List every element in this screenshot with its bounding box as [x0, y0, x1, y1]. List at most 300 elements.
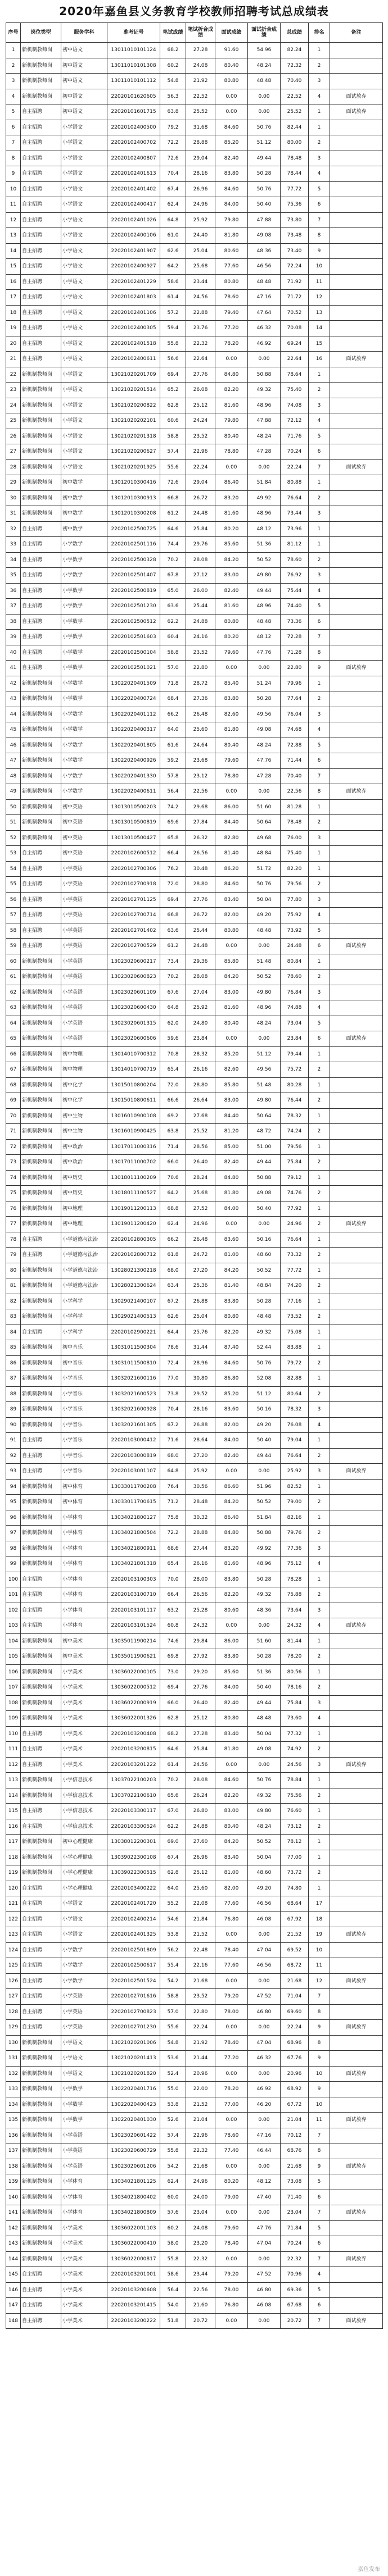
cell-remark — [330, 1788, 383, 1804]
cell-subject: 小学美术 — [61, 2236, 107, 2252]
cell-written-weighted: 26.08 — [186, 383, 215, 398]
cell-written-score: 73.4 — [160, 954, 186, 970]
table-row — [6, 104, 383, 120]
cell-interview-weighted: 50.04 — [248, 1726, 281, 1742]
cell-exam-id: 22020102700529 — [107, 939, 160, 954]
cell-written-score: 53.8 — [160, 2097, 186, 2113]
cell-interview-weighted: 51.60 — [248, 1633, 281, 1649]
cell-index: 113 — [6, 1773, 21, 1788]
table-row — [6, 1031, 383, 1047]
cell-rank: 6 — [309, 2236, 330, 2252]
cell-total-score: 24.56 — [281, 1757, 309, 1773]
cell-written-score: 58.6 — [160, 2267, 186, 2283]
cell-post-type: 自主招聘 — [21, 197, 61, 213]
cell-interview-weighted: 51.48 — [248, 954, 281, 970]
cell-remark — [330, 1417, 383, 1433]
cell-interview-score: 83.00 — [215, 1093, 248, 1109]
cell-written-weighted: 21.04 — [186, 2113, 215, 2128]
cell-exam-id: 13014010700719 — [107, 1062, 160, 1078]
cell-exam-id: 22020102401720 — [107, 1896, 160, 1912]
cell-interview-weighted: 50.64 — [248, 1108, 281, 1124]
cell-post-type: 自主招聘 — [21, 2004, 61, 2020]
cell-index: 82 — [6, 1294, 21, 1309]
cell-written-weighted: 30.48 — [186, 861, 215, 877]
cell-written-score: 67.2 — [160, 1417, 186, 1433]
cell-written-weighted: 24.16 — [186, 630, 215, 645]
cell-exam-id: 22020102401907 — [107, 243, 160, 259]
cell-post-type: 新机制教师岗 — [21, 413, 61, 429]
cell-rank: 3 — [309, 707, 330, 722]
cell-rank: 1 — [309, 1263, 330, 1278]
cell-exam-id: 22020102401402 — [107, 181, 160, 197]
cell-exam-id: 22020102400214 — [107, 1911, 160, 1927]
cell-rank: 3 — [309, 1402, 330, 1418]
cell-written-weighted: 25.44 — [186, 599, 215, 615]
cell-post-type: 自主招聘 — [21, 1618, 61, 1634]
cell-exam-id: 13018011100209 — [107, 1170, 160, 1186]
cell-post-type: 自主招聘 — [21, 104, 61, 120]
cell-interview-weighted: 49.20 — [248, 908, 281, 923]
cell-interview-weighted: 0.00 — [248, 1973, 281, 1989]
cell-subject: 小学语文 — [61, 305, 107, 321]
cell-exam-id: 13023020601206 — [107, 2159, 160, 2174]
cell-subject: 小学语文 — [61, 243, 107, 259]
cell-total-score: 71.76 — [281, 429, 309, 444]
cell-interview-score: 81.80 — [215, 1742, 248, 1758]
cell-interview-score: 86.40 — [215, 475, 248, 491]
cell-post-type: 自主招聘 — [21, 877, 61, 893]
cell-post-type: 自主招聘 — [21, 181, 61, 197]
table-row — [6, 1881, 383, 1896]
cell-index: 59 — [6, 939, 21, 954]
cell-post-type: 新机制教师岗 — [21, 1664, 61, 1680]
table-row — [6, 305, 383, 321]
cell-exam-id: 13029021400513 — [107, 1309, 160, 1325]
cell-interview-weighted: 48.24 — [248, 429, 281, 444]
cell-index: 68 — [6, 1077, 21, 1093]
cell-exam-id: 22020102400807 — [107, 151, 160, 166]
cell-written-score: 69.4 — [160, 367, 186, 383]
cell-subject: 小学科学 — [61, 1309, 107, 1325]
cell-written-score: 69.2 — [160, 1108, 186, 1124]
table-row — [6, 274, 383, 290]
cell-exam-id: 13021020201514 — [107, 383, 160, 398]
cell-post-type: 新机制教师岗 — [21, 738, 61, 753]
cell-written-score: 54.6 — [160, 1911, 186, 1927]
cell-exam-id: 13036022000410 — [107, 2236, 160, 2252]
cell-exam-id: 22020102701616 — [107, 1989, 160, 2005]
cell-index: 7 — [6, 135, 21, 151]
cell-exam-id: 13023020600729 — [107, 2143, 160, 2159]
cell-remark: 面试放弃 — [330, 2113, 383, 2128]
cell-total-score: 78.16 — [281, 1680, 309, 1696]
cell-post-type: 自主招聘 — [21, 243, 61, 259]
cell-exam-id: 13022020401030 — [107, 2113, 160, 2128]
table-row — [6, 120, 383, 135]
cell-interview-score: 79.00 — [215, 2190, 248, 2205]
cell-interview-score: 80.20 — [215, 630, 248, 645]
cell-rank: 2 — [309, 552, 330, 568]
cell-post-type: 新机制教师岗 — [21, 2113, 61, 2128]
cell-index: 17 — [6, 290, 21, 306]
cell-interview-weighted: 50.28 — [248, 166, 281, 182]
cell-interview-weighted: 48.12 — [248, 521, 281, 537]
cell-written-score: 60.2 — [160, 2220, 186, 2236]
cell-written-weighted: 24.56 — [186, 290, 215, 306]
cell-rank: 7 — [309, 459, 330, 475]
cell-post-type: 新机制教师岗 — [21, 1139, 61, 1155]
cell-total-score: 22.24 — [281, 2020, 309, 2036]
cell-rank: 4 — [309, 908, 330, 923]
table-row — [6, 1989, 383, 2005]
table-row — [6, 1556, 383, 1572]
cell-exam-id: 13022020400317 — [107, 722, 160, 738]
cell-subject: 小学体育 — [61, 1541, 107, 1556]
cell-exam-id: 22020102500512 — [107, 614, 160, 630]
cell-written-score: 54.8 — [160, 2035, 186, 2051]
cell-interview-score: 80.40 — [215, 429, 248, 444]
cell-post-type: 新机制教师岗 — [21, 799, 61, 815]
cell-interview-score: 83.60 — [215, 1402, 248, 1418]
table-row — [6, 228, 383, 244]
cell-exam-id: 22020102500617 — [107, 1958, 160, 1974]
cell-written-weighted: 25.04 — [186, 243, 215, 259]
cell-total-score: 73.96 — [281, 521, 309, 537]
cell-post-type: 新机制教师岗 — [21, 1294, 61, 1309]
cell-subject: 小学心理健康 — [61, 1865, 107, 1881]
column-header: 备注 — [330, 23, 383, 43]
cell-total-score: 74.68 — [281, 722, 309, 738]
cell-interview-score: 82.40 — [215, 583, 248, 599]
table-row — [6, 490, 383, 506]
cell-written-weighted: 24.48 — [186, 506, 215, 522]
cell-subject: 小学信息技术 — [61, 1819, 107, 1835]
cell-exam-id: 22020102500725 — [107, 521, 160, 537]
cell-exam-id: 13035011900214 — [107, 1633, 160, 1649]
cell-interview-score: 81.40 — [215, 1278, 248, 1294]
cell-written-weighted: 21.68 — [186, 2159, 215, 2174]
cell-total-score: 69.36 — [281, 2282, 309, 2298]
cell-exam-id: 13019011200113 — [107, 1201, 160, 1217]
cell-index: 75 — [6, 1186, 21, 1201]
cell-remark: 面试放弃 — [330, 1757, 383, 1773]
cell-written-score: 72.6 — [160, 151, 186, 166]
cell-index: 123 — [6, 1927, 21, 1943]
cell-written-weighted: 22.56 — [186, 784, 215, 800]
cell-subject: 小学语文 — [61, 228, 107, 244]
cell-exam-id: 13033011700615 — [107, 1495, 160, 1510]
cell-post-type: 自主招聘 — [21, 614, 61, 630]
cell-remark: 面试放弃 — [330, 939, 383, 954]
cell-written-weighted: 25.76 — [186, 1325, 215, 1340]
cell-subject: 小学数学 — [61, 537, 107, 553]
cell-exam-id: 22020102800305 — [107, 1232, 160, 1248]
table-row — [6, 2143, 383, 2159]
cell-interview-score: 84.00 — [215, 197, 248, 213]
cell-post-type: 新机制教师岗 — [21, 1526, 61, 1541]
cell-written-score: 77.0 — [160, 1371, 186, 1387]
cell-exam-id: 22020102701230 — [107, 2020, 160, 2036]
cell-written-weighted: 26.72 — [186, 908, 215, 923]
cell-interview-weighted: 50.52 — [248, 1495, 281, 1510]
table-row — [6, 475, 383, 491]
cell-index: 66 — [6, 1046, 21, 1062]
cell-remark — [330, 1572, 383, 1587]
cell-total-score: 82.16 — [281, 1510, 309, 1526]
cell-index: 103 — [6, 1618, 21, 1634]
cell-rank: 3 — [309, 1757, 330, 1773]
table-row — [6, 1942, 383, 1958]
cell-index: 16 — [6, 274, 21, 290]
cell-written-weighted: 28.64 — [186, 1433, 215, 1449]
cell-total-score: 73.04 — [281, 1016, 309, 1031]
cell-written-weighted: 26.32 — [186, 830, 215, 846]
cell-written-score: 67.8 — [160, 568, 186, 584]
cell-interview-score: 78.60 — [215, 2128, 248, 2143]
cell-total-score: 70.96 — [281, 2267, 309, 2283]
cell-total-score: 80.64 — [281, 1386, 309, 1402]
table-row — [6, 2251, 383, 2267]
table-row — [6, 753, 383, 769]
table-row — [6, 2236, 383, 2252]
cell-interview-weighted: 50.52 — [248, 552, 281, 568]
cell-written-weighted: 29.36 — [186, 954, 215, 970]
cell-remark — [330, 1850, 383, 1865]
cell-interview-weighted: 48.36 — [248, 1603, 281, 1618]
cell-index: 9 — [6, 166, 21, 182]
cell-written-weighted: 23.44 — [186, 2267, 215, 2283]
cell-remark — [330, 1649, 383, 1665]
cell-remark — [330, 1170, 383, 1186]
cell-interview-weighted: 50.88 — [248, 1170, 281, 1186]
cell-subject: 小学音乐 — [61, 1448, 107, 1464]
cell-subject: 初中体育 — [61, 1495, 107, 1510]
cell-interview-weighted: 49.44 — [248, 1448, 281, 1464]
cell-interview-score: 84.20 — [215, 1835, 248, 1850]
cell-post-type: 新机制教师岗 — [21, 2082, 61, 2097]
cell-total-score: 70.12 — [281, 2128, 309, 2143]
cell-written-weighted: 21.52 — [186, 2097, 215, 2113]
cell-subject: 小学美术 — [61, 1680, 107, 1696]
table-row — [6, 2190, 383, 2205]
cell-remark: 面试放弃 — [330, 1618, 383, 1634]
cell-written-weighted: 24.48 — [186, 939, 215, 954]
cell-interview-score: 82.60 — [215, 707, 248, 722]
cell-index: 36 — [6, 583, 21, 599]
cell-written-score: 55.6 — [160, 2020, 186, 2036]
cell-post-type: 新机制教师岗 — [21, 1309, 61, 1325]
cell-interview-score: 84.00 — [215, 1201, 248, 1217]
table-row — [6, 1386, 383, 1402]
cell-rank: 3 — [309, 830, 330, 846]
cell-written-score: 71.8 — [160, 676, 186, 691]
table-row — [6, 892, 383, 908]
cell-subject: 小学数学 — [61, 691, 107, 707]
cell-total-score: 74.20 — [281, 1278, 309, 1294]
cell-interview-weighted: 0.00 — [248, 2066, 281, 2082]
cell-interview-score: 0.00 — [215, 1757, 248, 1773]
cell-index: 147 — [6, 2298, 21, 2314]
cell-rank: 5 — [309, 429, 330, 444]
cell-rank: 3 — [309, 1603, 330, 1618]
cell-exam-id: 22020102401325 — [107, 1927, 160, 1943]
cell-index: 146 — [6, 2282, 21, 2298]
cell-remark — [330, 1201, 383, 1217]
cell-interview-score: 85.20 — [215, 1386, 248, 1402]
cell-total-score: 71.92 — [281, 274, 309, 290]
cell-post-type: 新机制教师岗 — [21, 970, 61, 985]
cell-total-score: 71.44 — [281, 753, 309, 769]
cell-written-weighted: 27.76 — [186, 367, 215, 383]
table-row — [6, 583, 383, 599]
cell-subject: 小学数学 — [61, 707, 107, 722]
cell-subject: 初中化学 — [61, 1093, 107, 1109]
cell-post-type: 新机制教师岗 — [21, 753, 61, 769]
table-row — [6, 1742, 383, 1758]
cell-interview-weighted: 50.52 — [248, 970, 281, 985]
cell-post-type: 新机制教师岗 — [21, 398, 61, 413]
cell-index: 56 — [6, 892, 21, 908]
cell-interview-weighted: 51.36 — [248, 1664, 281, 1680]
cell-rank: 2 — [309, 1495, 330, 1510]
cell-remark — [330, 815, 383, 831]
cell-post-type: 新机制教师岗 — [21, 475, 61, 491]
cell-rank: 7 — [309, 2313, 330, 2329]
cell-written-score: 57.2 — [160, 305, 186, 321]
cell-written-score: 64.2 — [160, 1186, 186, 1201]
cell-written-weighted: 22.32 — [186, 2251, 215, 2267]
cell-post-type: 新机制教师岗 — [21, 2205, 61, 2221]
cell-total-score: 77.92 — [281, 1201, 309, 1217]
cell-index: 52 — [6, 830, 21, 846]
cell-index: 15 — [6, 259, 21, 275]
cell-subject: 小学语文 — [61, 398, 107, 413]
cell-rank: 2 — [309, 1248, 330, 1263]
table-row — [6, 2282, 383, 2298]
cell-index: 63 — [6, 1000, 21, 1016]
cell-subject: 小学语文 — [61, 1911, 107, 1927]
cell-written-score: 57.0 — [160, 2004, 186, 2020]
cell-index: 106 — [6, 1664, 21, 1680]
cell-total-score: 82.24 — [281, 43, 309, 58]
table-row — [6, 383, 383, 398]
cell-remark — [330, 2128, 383, 2143]
cell-exam-id: 22020102400106 — [107, 228, 160, 244]
cell-post-type: 新机制教师岗 — [21, 1649, 61, 1665]
cell-post-type: 新机制教师岗 — [21, 1541, 61, 1556]
cell-total-score: 72.32 — [281, 58, 309, 74]
cell-post-type: 新机制教师岗 — [21, 1402, 61, 1418]
cell-index: 18 — [6, 305, 21, 321]
table-row — [6, 1695, 383, 1711]
cell-interview-weighted: 54.96 — [248, 43, 281, 58]
cell-interview-weighted: 0.00 — [248, 1757, 281, 1773]
cell-subject: 小学英语 — [61, 954, 107, 970]
table-row — [6, 1757, 383, 1773]
cell-written-score: 67.6 — [160, 985, 186, 1000]
table-row — [6, 2020, 383, 2036]
cell-exam-id: 13034021800402 — [107, 2190, 160, 2205]
cell-total-score: 76.04 — [281, 707, 309, 722]
cell-index: 14 — [6, 243, 21, 259]
cell-interview-score: 80.40 — [215, 58, 248, 74]
table-row — [6, 1680, 383, 1696]
cell-index: 128 — [6, 2004, 21, 2020]
cell-post-type: 自主招聘 — [21, 1958, 61, 1974]
cell-exam-id: 22020102401229 — [107, 274, 160, 290]
cell-written-score: 66.0 — [160, 1155, 186, 1171]
cell-interview-score: 84.20 — [215, 1263, 248, 1278]
cell-rank: 1 — [309, 861, 330, 877]
cell-exam-id: 22020102700714 — [107, 908, 160, 923]
cell-interview-score: 0.00 — [215, 784, 248, 800]
cell-index: 87 — [6, 1371, 21, 1387]
cell-rank: 1 — [309, 1433, 330, 1449]
cell-subject: 初中化学 — [61, 1077, 107, 1093]
cell-index: 61 — [6, 970, 21, 985]
cell-exam-id: 22020102400927 — [107, 259, 160, 275]
cell-index: 26 — [6, 429, 21, 444]
cell-written-weighted: 28.88 — [186, 135, 215, 151]
cell-remark — [330, 861, 383, 877]
cell-subject: 小学美术 — [61, 1711, 107, 1727]
cell-written-score: 74.4 — [160, 537, 186, 553]
cell-remark — [330, 166, 383, 182]
table-row — [6, 1433, 383, 1449]
cell-rank: 6 — [309, 939, 330, 954]
cell-subject: 初中物理 — [61, 1046, 107, 1062]
cell-written-score: 70.4 — [160, 1402, 186, 1418]
cell-subject: 初中语文 — [61, 58, 107, 74]
cell-exam-id: 22020103200222 — [107, 2313, 160, 2329]
cell-subject: 小学体育 — [61, 2190, 107, 2205]
cell-index: 145 — [6, 2267, 21, 2283]
cell-remark — [330, 1633, 383, 1649]
cell-exam-id: 13015010800611 — [107, 1093, 160, 1109]
cell-total-score: 73.36 — [281, 614, 309, 630]
cell-interview-weighted: 0.00 — [248, 2205, 281, 2221]
table-row — [6, 970, 383, 985]
cell-written-weighted: 22.00 — [186, 2082, 215, 2097]
cell-interview-weighted: 49.08 — [248, 1186, 281, 1201]
cell-index: 133 — [6, 2082, 21, 2097]
table-row — [6, 1711, 383, 1727]
cell-written-score: 55.8 — [160, 2251, 186, 2267]
cell-rank: 3 — [309, 1695, 330, 1711]
cell-subject: 小学音乐 — [61, 1433, 107, 1449]
cell-total-score: 81.28 — [281, 799, 309, 815]
table-row — [6, 1664, 383, 1680]
cell-interview-weighted: 46.80 — [248, 2004, 281, 2020]
cell-written-weighted: 26.40 — [186, 1695, 215, 1711]
cell-written-score: 71.6 — [160, 1433, 186, 1449]
cell-written-score: 58.6 — [160, 274, 186, 290]
cell-written-weighted: 27.76 — [186, 892, 215, 908]
cell-written-score: 55.0 — [160, 2082, 186, 2097]
cell-rank: 1 — [309, 1835, 330, 1850]
cell-subject: 小学英语 — [61, 2159, 107, 2174]
cell-written-score: 63.4 — [160, 1278, 186, 1294]
cell-interview-weighted: 47.76 — [248, 753, 281, 769]
table-row — [6, 367, 383, 383]
cell-subject: 初中数学 — [61, 521, 107, 537]
cell-rank: 2 — [309, 58, 330, 74]
cell-written-weighted: 24.64 — [186, 738, 215, 753]
cell-index: 91 — [6, 1433, 21, 1449]
cell-rank: 2 — [309, 1680, 330, 1696]
cell-interview-weighted: 46.32 — [248, 321, 281, 336]
table-row — [6, 861, 383, 877]
